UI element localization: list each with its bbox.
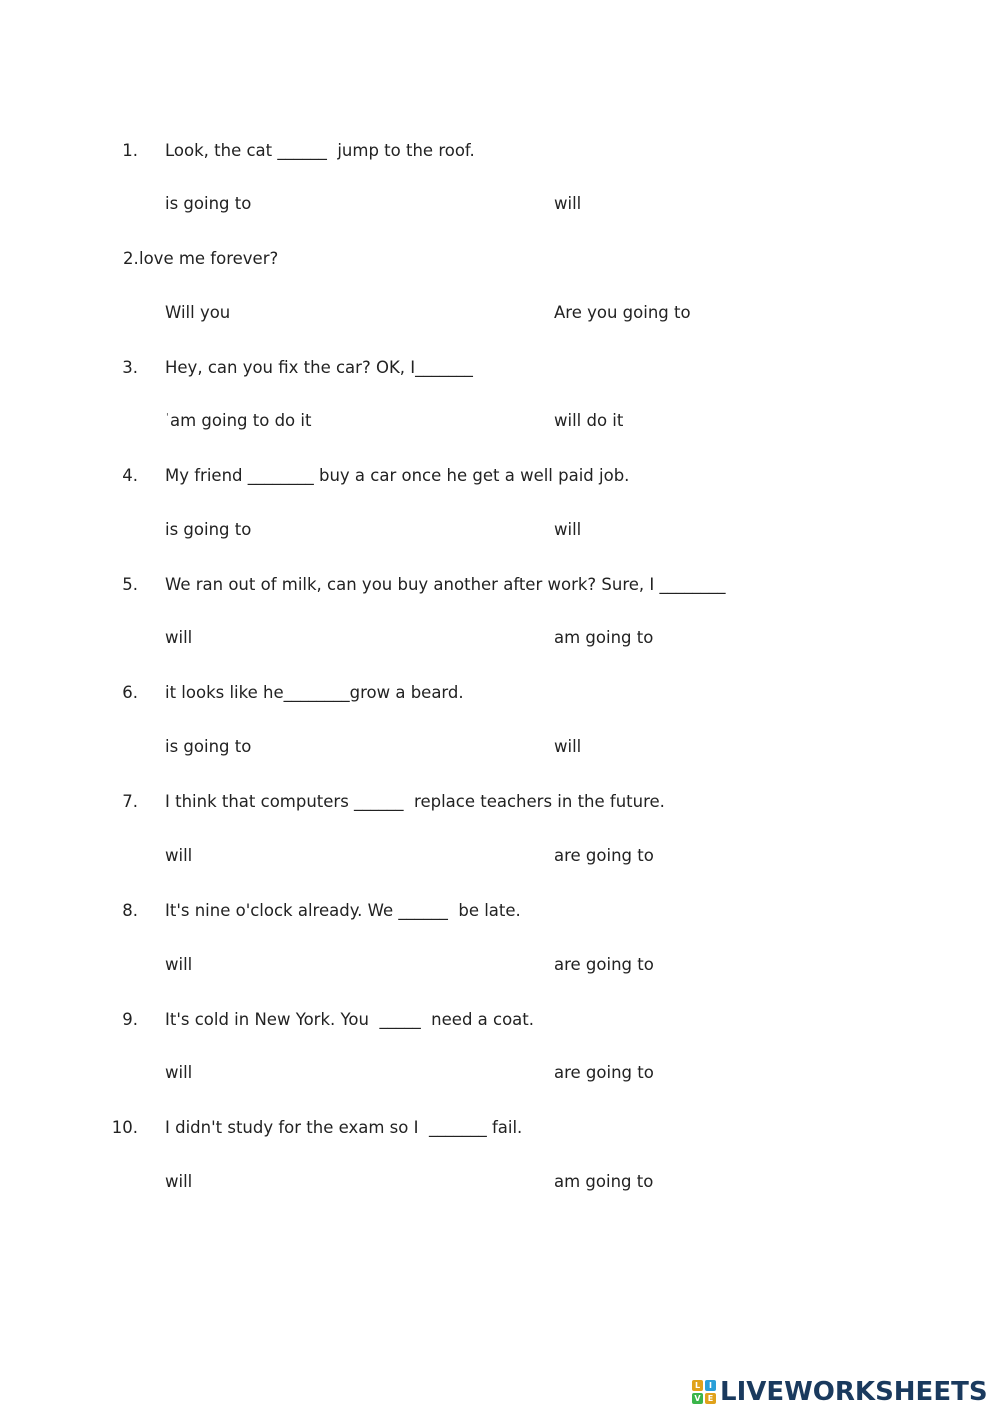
option-a[interactable]: Will you bbox=[165, 303, 231, 322]
option-b[interactable]: will do it bbox=[554, 411, 624, 430]
liveworksheets-logo bbox=[692, 1375, 988, 1409]
question-text: I didn't study for the exam so I _______ fail. bbox=[165, 1118, 523, 1137]
option-a[interactable]: will bbox=[165, 955, 193, 974]
question-text: My friend ________ buy a car once he get a well paid job. bbox=[165, 466, 630, 485]
liveworksheets-logo-icon bbox=[692, 1380, 716, 1404]
question-number: 8. bbox=[122, 901, 138, 920]
question-9 bbox=[0, 1010, 1000, 1034]
option-a[interactable]: is going to bbox=[165, 737, 252, 756]
question-7 bbox=[0, 792, 1000, 816]
question-text: It's nine o'clock already. We ______ be late. bbox=[165, 901, 521, 920]
question-4 bbox=[0, 466, 1000, 490]
question-number: 9. bbox=[122, 1010, 138, 1029]
question-number: 5. bbox=[122, 575, 138, 594]
logo-text: LIVEWORKSHEETS bbox=[720, 1377, 988, 1407]
question-text: Look, the cat ______ jump to the roof. bbox=[165, 141, 475, 160]
option-b[interactable]: are going to bbox=[554, 955, 654, 974]
question-number: 6. bbox=[122, 683, 138, 702]
logo-tile-i: I bbox=[705, 1380, 716, 1391]
option-b[interactable]: will bbox=[554, 737, 582, 756]
logo-tile-e: E bbox=[705, 1393, 716, 1404]
option-a[interactable]: am going to do it bbox=[170, 411, 312, 430]
question-number: 7. bbox=[122, 792, 138, 811]
logo-tile-v: V bbox=[692, 1393, 703, 1404]
option-a[interactable]: will bbox=[165, 1172, 193, 1191]
option-b[interactable]: are going to bbox=[554, 846, 654, 865]
option-a[interactable]: will bbox=[165, 1063, 193, 1082]
question-text: We ran out of milk, can you buy another after work? Sure, I ________ bbox=[165, 575, 726, 594]
option-a[interactable]: is going to bbox=[165, 194, 252, 213]
question-3 bbox=[0, 358, 1000, 382]
option-a[interactable]: will bbox=[165, 846, 193, 865]
question-5 bbox=[0, 575, 1000, 599]
option-b[interactable]: are going to bbox=[554, 1063, 654, 1082]
question-text: Hey, can you fix the car? OK, I_______ bbox=[165, 358, 473, 377]
question-2 bbox=[0, 249, 1000, 273]
question-number: 2. bbox=[123, 249, 139, 268]
option-b[interactable]: Are you going to bbox=[554, 303, 691, 322]
option-a[interactable]: is going to bbox=[165, 520, 252, 539]
question-text: love me forever? bbox=[139, 249, 279, 268]
question-number: 3. bbox=[122, 358, 138, 377]
question-8 bbox=[0, 901, 1000, 925]
option-b[interactable]: am going to bbox=[554, 1172, 654, 1191]
question-text: It's cold in New York. You _____ need a coat. bbox=[165, 1010, 535, 1029]
option-b[interactable]: will bbox=[554, 194, 582, 213]
question-number: 10. bbox=[111, 1118, 138, 1137]
option-b[interactable]: am going to bbox=[554, 628, 654, 647]
logo-tile-l: L bbox=[692, 1380, 703, 1391]
question-text: it looks like he________grow a beard. bbox=[165, 683, 464, 702]
question-1 bbox=[0, 141, 1000, 165]
option-b[interactable]: will bbox=[554, 520, 582, 539]
question-text: I think that computers ______ replace teachers in the future. bbox=[165, 792, 665, 811]
question-number: 4. bbox=[122, 466, 138, 485]
question-6 bbox=[0, 683, 1000, 707]
stray-mark: ' bbox=[166, 412, 169, 423]
question-10 bbox=[0, 1118, 1000, 1142]
option-a[interactable]: will bbox=[165, 628, 193, 647]
question-number: 1. bbox=[122, 141, 138, 160]
